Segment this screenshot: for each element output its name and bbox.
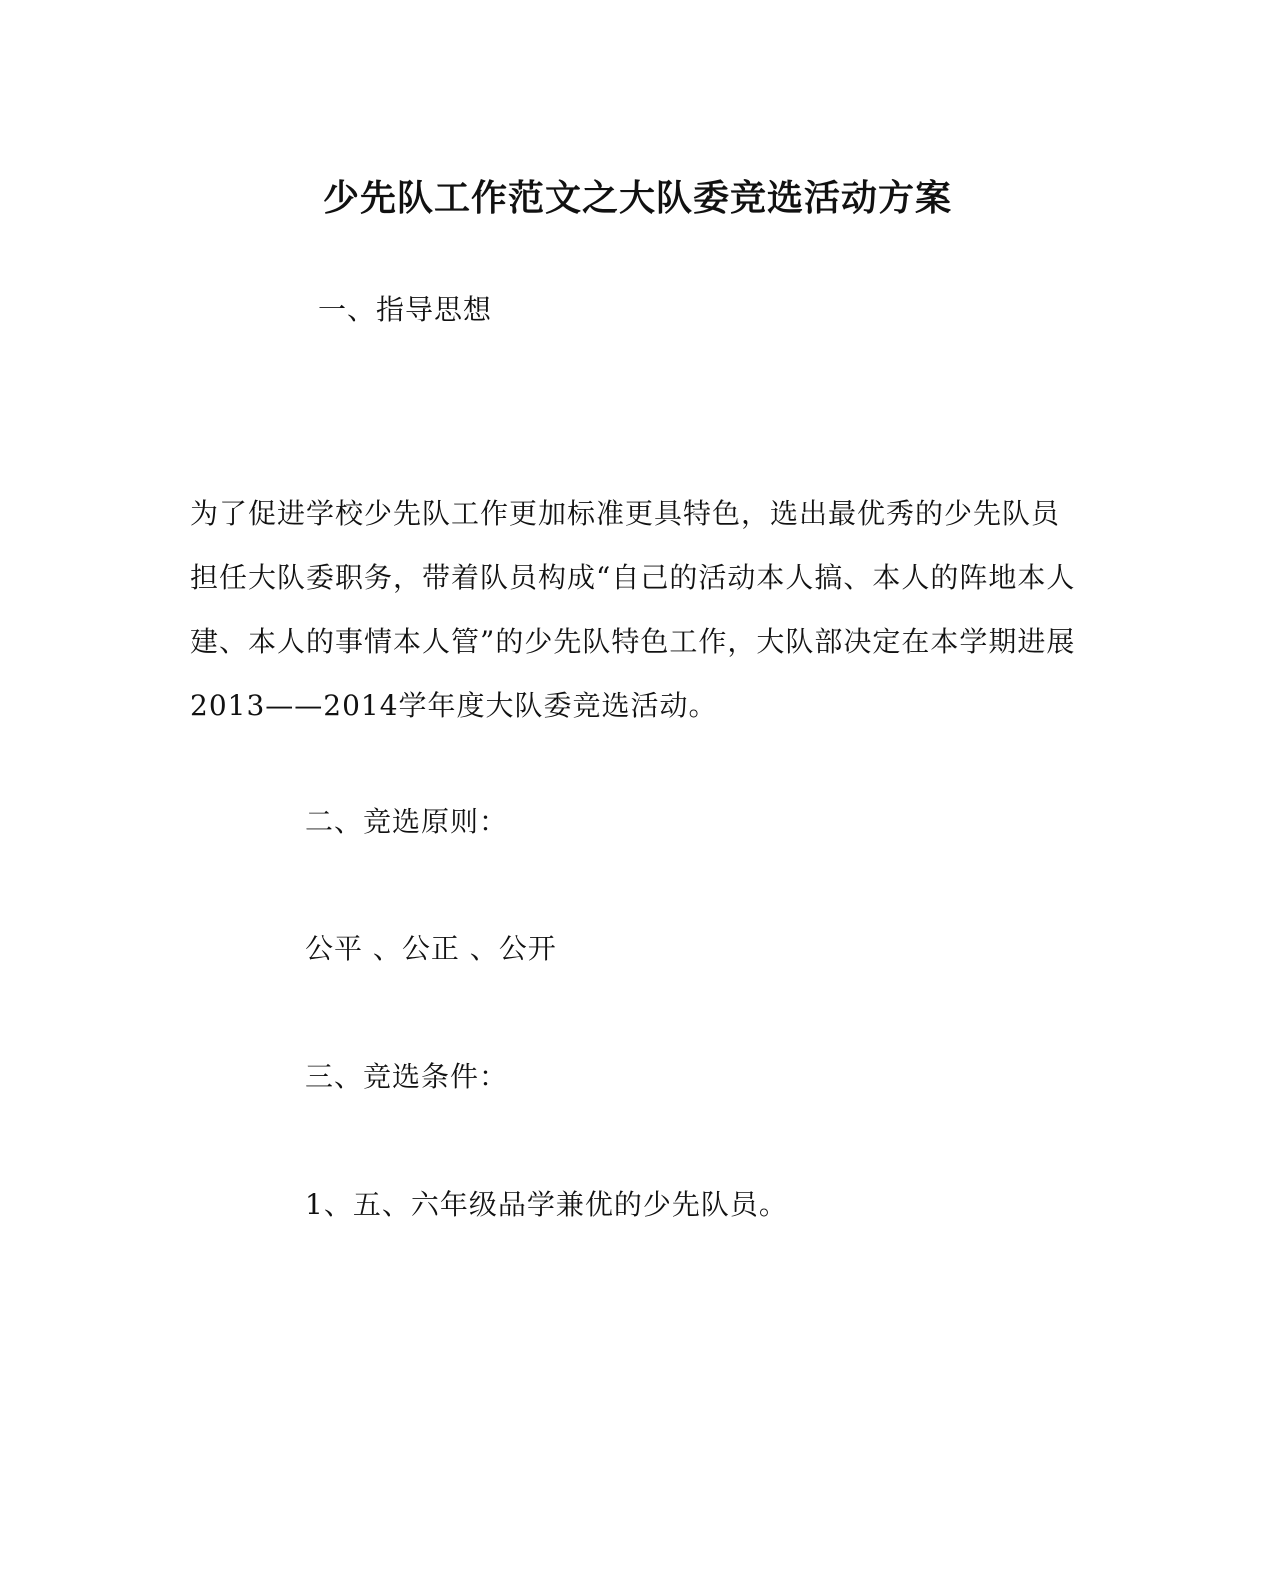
- paragraph-line: 建、本人的事情本人管”的少先队特色工作，大队部决定在本学期进展: [190, 625, 1076, 658]
- section-1-heading: 一、指导思想: [318, 293, 493, 326]
- document-title: 少先队工作范文之大队委竞选活动方案: [322, 177, 952, 219]
- paragraph-line: 为了促进学校少先队工作更加标准更具特色，选出最优秀的少先队员: [190, 497, 1061, 530]
- section-2-heading: 二、竞选原则：: [305, 805, 509, 838]
- section-3-item-1: 1、五、六年级品学兼优的少先队员。: [305, 1188, 788, 1221]
- paragraph-line: 担任大队委职务，带着队员构成“自己的活动本人搞、本人的阵地本人: [190, 561, 1076, 594]
- section-1-paragraph: [190, 482, 1076, 738]
- section-3-heading: 三、竞选条件：: [305, 1060, 509, 1093]
- paragraph-line: 2013——2014学年度大队委竞选活动。: [190, 689, 718, 722]
- section-2-content: 公平 、公正 、公开: [305, 932, 557, 965]
